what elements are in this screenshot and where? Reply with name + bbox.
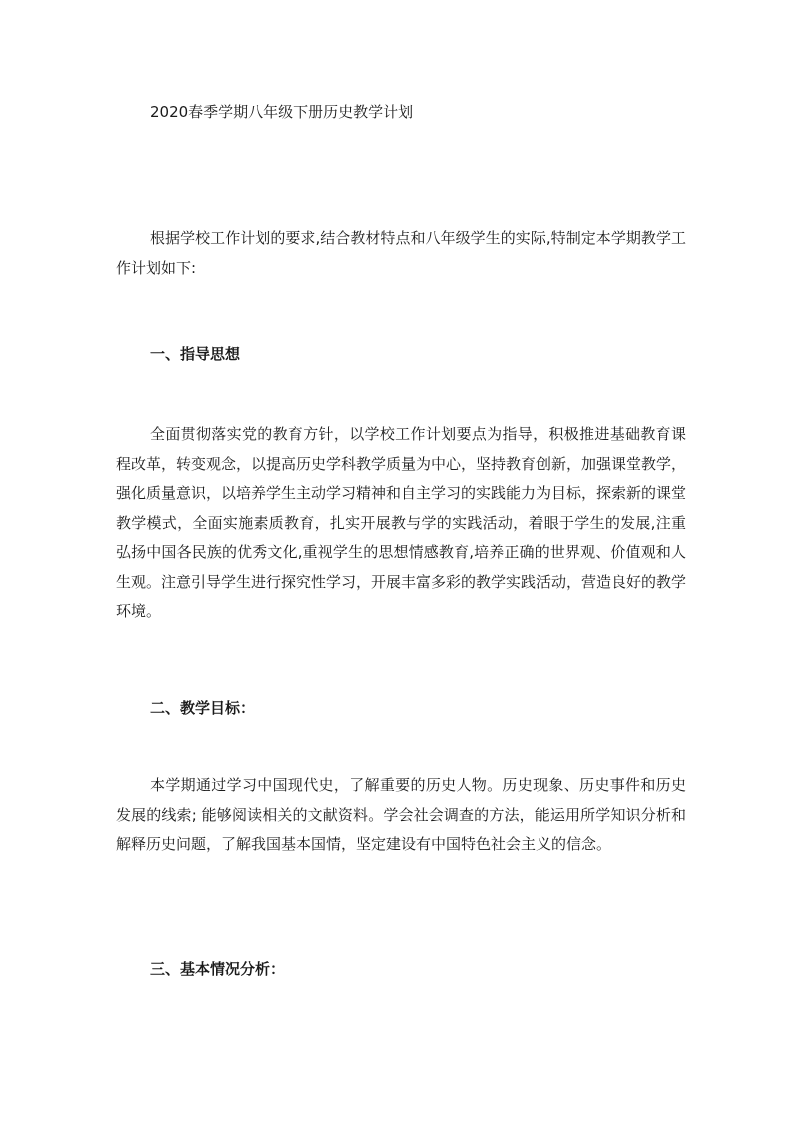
section-heading-basic-analysis: 三、基本情况分析： [150,960,286,978]
intro-paragraph: 根据学校工作计划的要求,结合教材特点和八年级学生的实际,特制定本学期教学工作计划如下: [116,229,686,277]
section-heading-guiding-ideology: 一、指导思想 [150,345,241,363]
document-title: 2020春季学期八年级下册历史教学计划 [150,103,414,121]
section-heading-teaching-goals: 二、教学目标： [150,699,256,717]
section-body-teaching-goals: 本学期通过学习中国现代史，了解重要的历史人物。历史现象、历史事件和历史发展的线索; 能够阅读相关的文献资料。学会社会调查的方法，能运用所学知识分析和解释历史问题，了解我国基本国情，坚定建设有中国特色社会主义的信念。 [116,776,686,853]
section-body-guiding-ideology: 全面贯彻落实党的教育方针，以学校工作计划要点为指导，积极推进基础教育课程改革，转变观念，以提高历史学科教学质量为中心，坚持教育创新，加强课堂教学，强化质量意识，以培养学生主动学习精神和自主学习的实践能力为目标，探索新的课堂教学模式，全面实施素质教育，扎实开展教与学的实践活动，着眼于学生的发展,注重弘扬中国各民族的优秀文化,重视学生的思想情感教育,培养正确的世界观、价值观和人生观。注意引导学生进行探究性学习，开展丰富多彩的教学实践活动，营造良好的教学环境。 [116,425,687,620]
